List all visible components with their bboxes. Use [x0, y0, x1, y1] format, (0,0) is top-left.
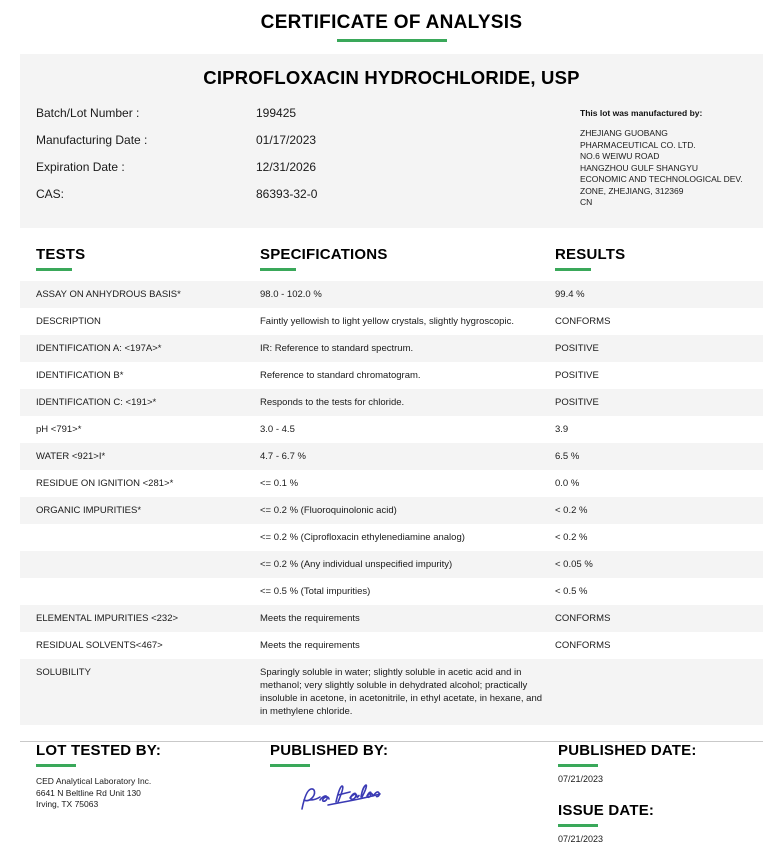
table-header-row — [20, 242, 763, 281]
column-header-results — [555, 246, 747, 271]
expiration-date-value: 12/31/2026 — [256, 160, 317, 174]
table-row — [20, 497, 763, 524]
batch-info-row — [36, 106, 560, 133]
lot-tested-by-address — [36, 776, 266, 811]
issue-date-heading-label: ISSUE DATE: — [558, 802, 655, 819]
table-row — [20, 362, 763, 389]
cell-specification: Meets the requirements — [260, 613, 360, 624]
manufacturer-address-line: ZONE, ZHEJIANG, 312369 — [580, 185, 684, 196]
cell-test: RESIDUAL SOLVENTS<467> — [36, 640, 163, 651]
cell-result: 3.9 — [555, 424, 569, 435]
document-title-area — [0, 0, 783, 42]
table-row — [20, 281, 763, 308]
results-table — [20, 242, 763, 725]
manufacturing-date-value: 01/17/2023 — [256, 133, 317, 147]
issue-date-heading — [558, 802, 654, 827]
cell-test: pH <791>* — [36, 424, 82, 435]
table-row — [20, 605, 763, 632]
cell-test: IDENTIFICATION C: <191>* — [36, 397, 157, 408]
published-by-block — [270, 742, 520, 815]
lab-city-state-zip: Irving, TX 75063 — [36, 799, 99, 809]
published-date-value: 07/21/2023 — [558, 774, 604, 784]
published-date-accent-underline — [558, 764, 598, 767]
table-row — [20, 659, 763, 725]
cell-specification: Faintly yellowish to light yellow crystals, slightly hygroscopic. — [260, 316, 514, 327]
footer-section — [20, 741, 763, 861]
cell-test: ASSAY ON ANHYDROUS BASIS* — [36, 289, 181, 300]
cell-result: < 0.5 % — [555, 586, 588, 597]
cell-result: CONFORMS — [555, 640, 611, 651]
title-accent-underline — [337, 39, 447, 42]
cell-specification: Meets the requirements — [260, 640, 360, 651]
page-title — [261, 12, 523, 42]
published-by-heading-label: PUBLISHED BY: — [270, 742, 389, 759]
cas-value: 86393-32-0 — [256, 187, 318, 201]
cell-test: IDENTIFICATION A: <197A>* — [36, 343, 162, 354]
cell-test: RESIDUE ON IGNITION <281>* — [36, 478, 174, 489]
manufacturer-block — [580, 108, 783, 209]
cell-test: IDENTIFICATION B* — [36, 370, 124, 381]
cell-result: POSITIVE — [555, 397, 599, 408]
results-header-accent-underline — [555, 268, 591, 271]
cell-specification: 98.0 - 102.0 % — [260, 289, 322, 300]
table-row — [20, 308, 763, 335]
lot-tested-by-heading — [36, 742, 161, 767]
expiration-date-label: Expiration Date : — [36, 160, 125, 174]
cell-test: DESCRIPTION — [36, 316, 101, 327]
lot-tested-by-heading-label: LOT TESTED BY: — [36, 742, 162, 759]
manufacturer-address-line: HANGZHOU GULF SHANGYU — [580, 162, 699, 173]
table-row — [20, 632, 763, 659]
specifications-header-accent-underline — [260, 268, 296, 271]
product-name-band — [20, 54, 763, 100]
product-name: CIPROFLOXACIN HYDROCHLORIDE, USP — [203, 67, 580, 88]
cell-result: CONFORMS — [555, 316, 611, 327]
lot-tested-by-block — [36, 742, 266, 811]
cell-result — [555, 659, 747, 673]
signature-icon — [298, 781, 388, 815]
cell-result: 0.0 % — [555, 478, 580, 489]
column-header-specifications — [260, 246, 555, 271]
signature — [298, 781, 388, 815]
manufacturer-address-line: ECONOMIC AND TECHNOLOGICAL DEV. — [580, 174, 743, 184]
cell-test: WATER <921>I* — [36, 451, 106, 462]
published-date-heading-label: PUBLISHED DATE: — [558, 742, 697, 759]
manufacturing-date-label: Manufacturing Date : — [36, 133, 148, 147]
table-row — [20, 416, 763, 443]
cell-specification: 4.7 - 6.7 % — [260, 451, 306, 462]
cell-test: SOLUBILITY — [36, 667, 91, 678]
manufacturer-address-line: PHARMACEUTICAL CO. LTD. — [580, 139, 696, 150]
cell-result: POSITIVE — [555, 370, 599, 381]
cell-specification: Responds to the tests for chloride. — [260, 397, 405, 408]
issue-date-value: 07/21/2023 — [558, 834, 604, 844]
batch-info-list — [20, 106, 560, 214]
column-header-tests — [20, 246, 260, 271]
cas-label: CAS: — [36, 187, 65, 201]
batch-info-section — [20, 100, 763, 228]
table-row — [20, 578, 763, 605]
batch-lot-number-value: 199425 — [256, 106, 297, 120]
manufacturer-address-line: ZHEJIANG GUOBANG — [580, 128, 668, 138]
cell-result: < 0.2 % — [555, 505, 588, 516]
published-by-accent-underline — [270, 764, 310, 767]
column-header-tests-label: TESTS — [36, 246, 86, 263]
manufacturer-address-line: NO.6 WEIWU ROAD — [580, 151, 660, 161]
manufacturer-address-line: CN — [580, 197, 593, 207]
batch-info-row — [36, 160, 560, 187]
batch-info-row — [36, 133, 560, 160]
cell-specification: <= 0.2 % (Any individual unspecified impurity) — [260, 559, 453, 570]
cell-specification: 3.0 - 4.5 — [260, 424, 295, 435]
page-title-text: CERTIFICATE OF ANALYSIS — [260, 12, 523, 33]
table-row — [20, 389, 763, 416]
published-date-heading — [558, 742, 697, 767]
published-by-heading — [270, 742, 388, 767]
cell-specification: IR: Reference to standard spectrum. — [260, 343, 414, 354]
cell-specification: Sparingly soluble in water; slightly soluble in acetic acid and in methanol; very slightly soluble in dehydrated alcohol; practically insoluble in acetone, in acetonitrile, in ethyl acetate, in hexane, and in methylene chloride. — [260, 667, 543, 717]
table-row — [20, 551, 763, 578]
dates-block — [558, 742, 778, 844]
cell-result: < 0.05 % — [555, 559, 593, 570]
cell-specification: Reference to standard chromatogram. — [260, 370, 421, 381]
lab-name: CED Analytical Laboratory Inc. — [36, 776, 152, 786]
cell-specification: <= 0.1 % — [260, 478, 299, 489]
cell-specification: <= 0.5 % (Total impurities) — [260, 586, 371, 597]
cell-test: ORGANIC IMPURITIES* — [36, 505, 142, 516]
batch-info-row — [36, 187, 560, 214]
cell-result: 99.4 % — [555, 289, 585, 300]
table-row — [20, 470, 763, 497]
lab-street: 6641 N Beltline Rd Unit 130 — [36, 787, 141, 798]
cell-result: CONFORMS — [555, 613, 611, 624]
table-row — [20, 524, 763, 551]
cell-result: POSITIVE — [555, 343, 599, 354]
tests-header-accent-underline — [36, 268, 72, 271]
table-row — [20, 443, 763, 470]
lot-tested-by-accent-underline — [36, 764, 76, 767]
manufacturer-heading: This lot was manufactured by: — [580, 108, 703, 118]
column-header-results-label: RESULTS — [555, 246, 626, 263]
cell-specification: <= 0.2 % (Fluoroquinolonic acid) — [260, 505, 397, 516]
cell-test — [20, 551, 260, 565]
table-row — [20, 335, 763, 362]
cell-result: < 0.2 % — [555, 532, 588, 543]
cell-specification: <= 0.2 % (Ciprofloxacin ethylenediamine analog) — [260, 532, 465, 543]
cell-test: ELEMENTAL IMPURITIES <232> — [36, 613, 179, 624]
batch-lot-number-label: Batch/Lot Number : — [36, 106, 140, 120]
cell-test — [20, 524, 260, 538]
column-header-specifications-label: SPECIFICATIONS — [260, 246, 388, 263]
cell-test — [20, 578, 260, 592]
cell-result: 6.5 % — [555, 451, 580, 462]
